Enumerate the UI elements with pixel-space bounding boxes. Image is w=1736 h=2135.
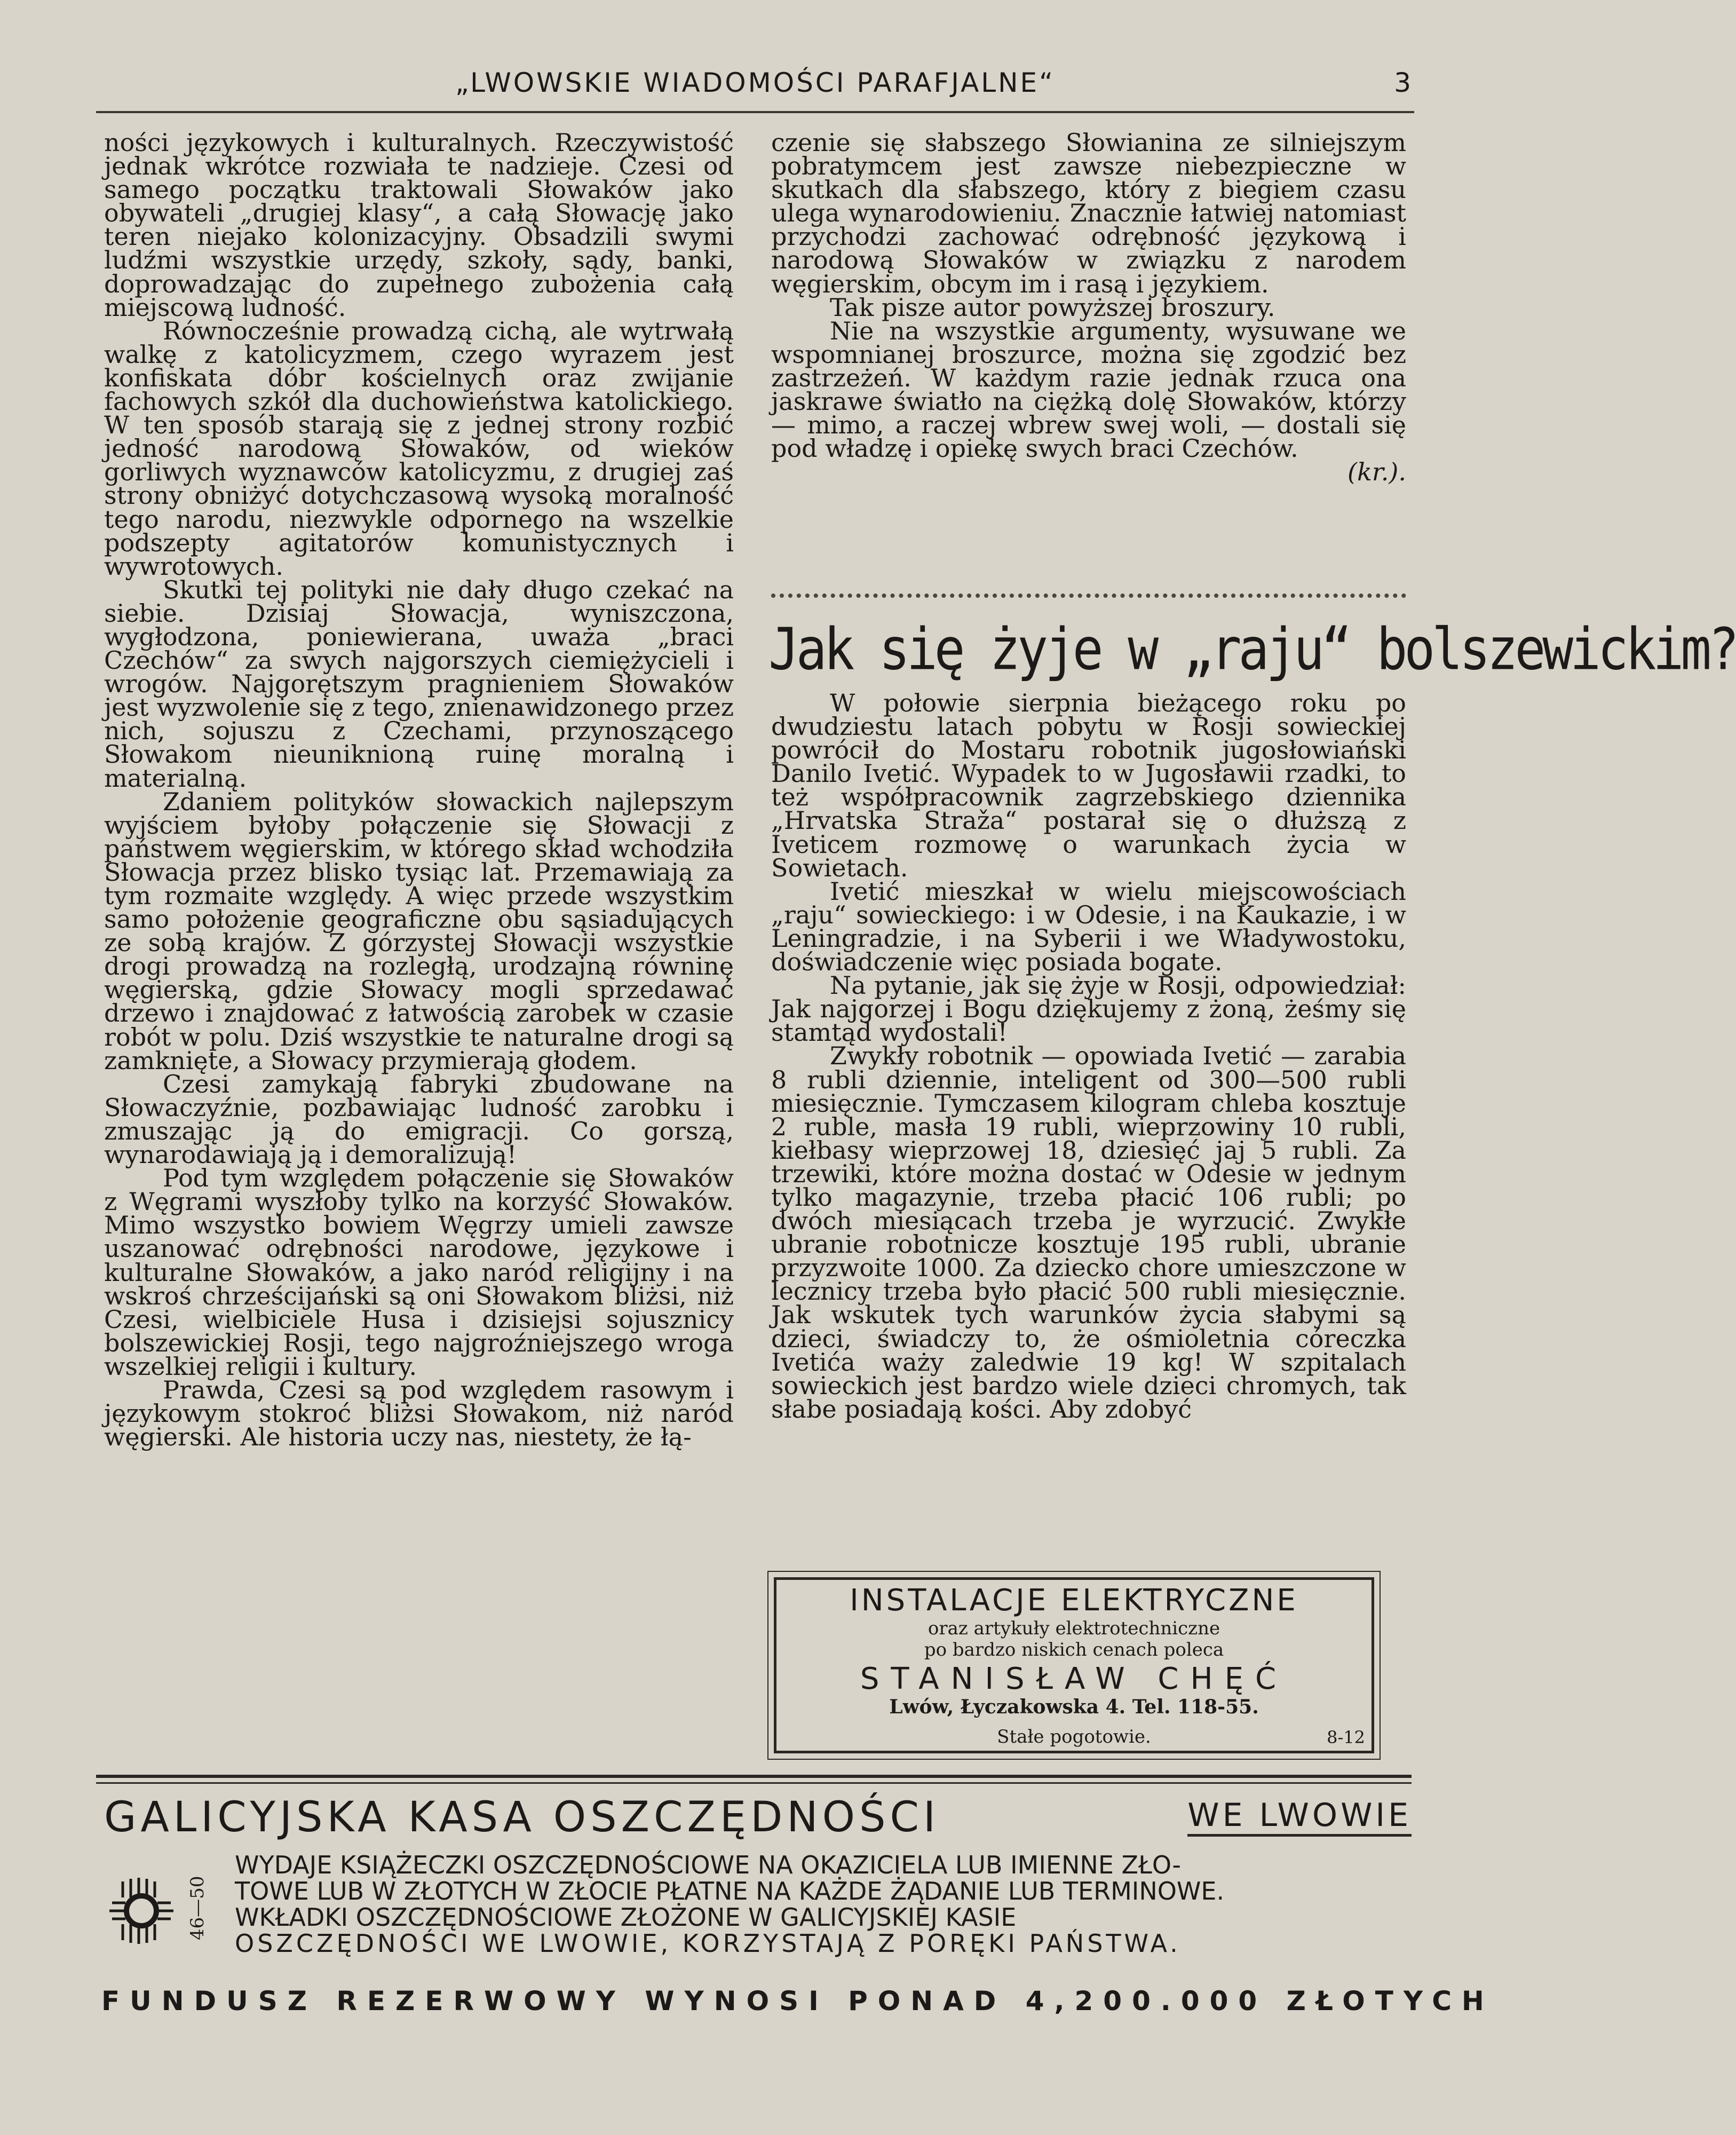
bank-line: OSZCZĘDNOŚCI WE LWOWIE, KORZYSTAJĄ Z PORĘKI PAŃSTWA. (235, 1929, 1181, 1958)
ad-merchant-name: STANISŁAW CHĘĆ (860, 1662, 1288, 1696)
ad-headline: INSTALACJE ELEKTRYCZNE (850, 1583, 1298, 1618)
paragraph: Równocześnie prowadzą cichą, ale wytrwałą walkę z katolicyzmem, czego wyrazem jest konfiskata dóbr kościelnych oraz zwijanie fachowych szkół dla duchowieństwa katolickiego. W ten sposób starają się z jednej strony rozbić jedność narodową Słowaków, od wieków gorliwych wyznawców katolicyzmu, z drugiej zaś strony obniżyć dotychczasową wysoką moralność tego narodu, niezwykle odpornego na wszelkie podszepty agitatorów komunistycznych i wywrotowych. (104, 316, 734, 581)
paragraph: Czesi zamykają fabryki zbudowane na Słowaczyźnie, pozbawiając ludność zarobku i zmuszając ją do emigracji. Co gorszą, wynarodawiają ją i demoralizują! (104, 1069, 734, 1169)
bank-name: GALICYJSKA KASA OSZCZĘDNOŚCI (104, 1793, 940, 1841)
right-column-article (771, 689, 1406, 1424)
paragraph: Skutki tej polityki nie dały długo czekać na siebie. Dzisiaj Słowacja, wyniszczona, wygłodzona, poniewierana, uważa „braci Czechów“ za swych najgorszych ciemiężycieli i wrogów. Najgorętszym pragnieniem Słowaków jest wyzwolenie się z tego, znienawidzonego przez nich, sojuszu z Czechami, przynoszącego Słowakom nieuniknioną ruinę moralną i materialną. (104, 575, 734, 793)
ad-code: 8-12 (1327, 1727, 1365, 1747)
bank-ad-code: 46—50 (187, 1876, 208, 1941)
article-title: Jak się żyje w „raju“ bolszewickim? (768, 615, 1736, 683)
ad-address: Lwów, Łyczakowska 4. Tel. 118-55. (889, 1696, 1259, 1718)
ad-line: po bardzo niskich cenach poleca (924, 1639, 1224, 1660)
paragraph: czenie się słabszego Słowianina ze silniejszym pobratymcem jest zawsze niebezpieczne w skutkach dla słabszego, który z biegiem czasu ulega wynarodowieniu. Znacznie łatwiej natomiast przychodzi zachować odrębność językową i narodową Słowaków w związku z narodem węgierskim, obcym im i rasą i językiem. (771, 128, 1406, 298)
bank-line: WYDAJE KSIĄŻECZKI OSZCZĘDNOŚCIOWE NA OKAZICIELA LUB IMIENNE ZŁO- (235, 1851, 1181, 1879)
page-number: 3 (1394, 67, 1411, 98)
paragraph: ności językowych i kulturalnych. Rzeczywistość jednak wkrótce rozwiała te nadzieje. Czesi od samego początku traktowali Słowaków jako obywateli „drugiej klasy“, a całą Słowację jako teren niejako kolonizacyjny. Obsadzili swymi ludźmi wszystkie urzędy, szkoły, sądy, banki, doprowadzając do zupełnego zubożenia całą miejscową ludność. (104, 128, 734, 322)
paragraph: Nie na wszystkie argumenty, wysuwane we wspomnianej broszurce, można się zgodzić bez zastrzeżeń. W każdym razie jednak rzuca ona jaskrawe światło na ciężką dolę Słowaków, którzy — mimo, a raczej wbrew swej woli, — dostali się pod władzę i opiekę swych braci Czechów. (771, 316, 1406, 463)
bank-line: WKŁADKI OSZCZĘDNOŚCIOWE ZŁOŻONE W GALICYJSKIEJ KASIE (235, 1903, 1017, 1932)
left-column (104, 128, 734, 1452)
ad-line: oraz artykuły elektrotechniczne (928, 1618, 1220, 1639)
bank-reserve-fund: FUNDUSZ REZERWOWY WYNOSI PONAD 4,200.000 ZŁOTYCH (101, 1986, 1494, 2017)
ad-footer: Stałe pogotowie. (997, 1726, 1151, 1747)
paragraph: Na pytanie, jak się żyje w Rosji, odpowiedział: Jak najgorzej i Bogu dziękujemy z żoną, żeśmy się stamtąd wydostali! (771, 971, 1406, 1047)
author-signature (771, 457, 1406, 487)
right-column-top (771, 128, 1406, 487)
bank-logo-icon (107, 1876, 176, 1946)
paragraph: Ivetić mieszkał w wielu miejscowościach „raju“ sowieckiego: i w Odesie, i na Kaukazie, i w Leningradzie, i na Syberii i we Władywostoku, doświadczenie więc posiada bogate. (771, 876, 1406, 977)
paragraph: Pod tym względem połączenie się Słowaków z Węgrami wyszłoby tylko na korzyść Słowaków. Mimo wszystko bowiem Węgrzy umieli zawsze uszanować odrębności narodowe, językowe i kulturalne Słowaków, a jako naród religijny i na wskroś chrześcijański są oni Słowakom bliżsi, niż Czesi, wielbiciele Husa i dzisiejsi sojusznicy bolszewickiej Rosji, tego najgroźniejszego wroga wszelkiej religii i kultury. (104, 1164, 734, 1381)
paragraph: Zdaniem polityków słowackich najlepszym wyjściem byłoby połączenie się Słowacji z państwem węgierskim, w którego skład wchodziła Słowacja przez blisko tysiąc lat. Przemawiają za tym rozmaite względy. A więc przede wszystkim samo położenie geograficzne obu sąsiadujących ze sobą krajów. Z górzystej Słowacji wszystkie drogi prowadzą na rozległą, urodzajną równinę węgierską, gdzie Słowacy mogli sprzedawać drzewo i znajdować z łatwością zarobek w czasie robót w polu. Dziś wszystkie te naturalne drogi są zamknięte, a Słowacy przymierają głodem. (104, 787, 734, 1075)
paragraph: W połowie sierpnia bieżącego roku po dwudziestu latach pobytu w Rosji sowieckiej powrócił do Mostaru robotnik jugosłowiański Danilo Ivetić. Wypadek to w Jugosławii rzadki, to też współpracownik zagrzebskiego dziennika „Hrvatska Straža“ postarał się o dłuższą z Iveticem rozmowę o warunkach życia w Sowietach. (771, 689, 1406, 882)
paragraph: Tak pisze autor powyższej broszury. (830, 292, 1275, 322)
bank-line: TOWE LUB W ZŁOTYCH W ZŁOCIE PŁATNE NA KAŻDE ŻĄDANIE LUB TERMINOWE. (235, 1877, 1225, 1905)
paragraph: Prawda, Czesi są pod względem rasowym i językowym stokroć bliżsi Słowakom, niż naród węgierski. Ale historia uczy nas, niestety, że łą- (104, 1375, 734, 1452)
section-divider (771, 594, 1406, 605)
electrical-advertisement (774, 1577, 1374, 1753)
paragraph: Zwykły robotnik — opowiada Ivetić — zarabia 8 rubli dziennie, inteligent od 300—500 rubli miesięcznie. Tymczasem kilogram chleba kosztuje 2 ruble, masła 19 rubli, wieprzowiny 10 rubli, kiełbasy wieprzowej 18, dziesięć jaj 5 rubli. Za trzewiki, które można dostać w Odesie w jednym tylko magazynie, trzeba płacić 106 rubli; po dwóch miesiącach trzeba je wyrzucić. Zwykłe ubranie robotnicze kosztuje 195 rubli, ubranie przyzwoite 1000. Za dziecko chore umieszczone w lecznicy trzeba było płacić 500 rubli miesięcznie. Jak wskutek tych warunków życia słabymi są dzieci, świadczy to, że ośmioletnia córeczka Ivetića waży zaledwie 19 kg! W szpitalach sowieckich jest bardzo wiele dzieci chromych, tak słabe posiadają kości. Aby zdobyć (771, 1041, 1406, 1424)
bank-city: WE LWOWIE (1187, 1797, 1412, 1837)
bottom-divider (96, 1775, 1412, 1784)
signature-text: (kr.). (1347, 457, 1406, 487)
bank-ad-text (235, 1852, 1412, 1957)
publication-title: „LWOWSKIE WIADOMOŚCI PARAFJALNE“ (455, 67, 1056, 98)
page-header (96, 63, 1414, 113)
bank-ad-title (104, 1793, 1412, 1852)
